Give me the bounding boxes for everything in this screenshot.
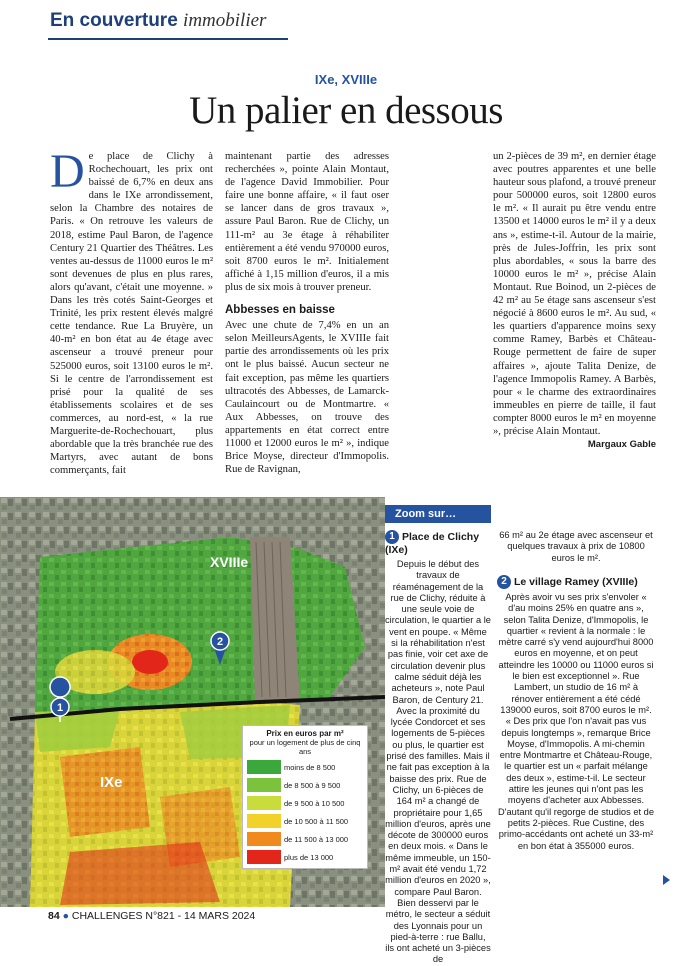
headline: Un palier en dessous <box>189 89 503 132</box>
map-label-ix: IXe <box>100 774 123 791</box>
zoom-item-1-head <box>385 530 491 556</box>
legend-swatch <box>247 760 281 774</box>
legend-label: plus de 13 000 <box>284 852 334 862</box>
section-title <box>50 10 266 32</box>
legend-row <box>247 759 363 775</box>
zoom-item-2-title: Le village Ramey (XVIIIe) <box>514 575 638 588</box>
article-column-3 <box>493 150 656 451</box>
legend-swatch <box>247 814 281 828</box>
article-text-1: e place de Clichy à Rochechouart, les prix ont baissé de 6,7% en deux ans dans le IXe arrondissement, selon la Chambre des notaires de Paris. « On retrouve les valeurs de 2018, estime Paul Baron, de l'agence Century 21 Quartier des Théâtres. Les ventes au-dessus de 11000 euros le m² sont devenues de plus en plus rares, alors qu'avant, c'était une moyenne. » Dans les très cotés Saint-Georges et Trinité, les prix restent élevés malgré cette tendance. Rue La Bruyère, un 40-m² en bon état au 4e étage avec ascenseur a trouvé preneur pour 525000 euros, soit 13100 euros le m². Si le centre de l'arrondissement est prisé pour la qualité de ses établissements scolaires et de ses commerces, au nord-est, « la rue Marguerite-de-Rochechouart, plus abordable que la très branchée rue des Martyrs, avec autant de bons commerçants, fait <box>50 151 213 477</box>
legend-row <box>247 813 363 829</box>
drop-cap: D <box>50 145 85 198</box>
legend-label: de 8 500 à 9 500 <box>284 780 341 790</box>
legend-swatch <box>247 832 281 846</box>
zoom-item-1-text: Depuis le début des travaux de réaménagement de la rue de Clichy, réduite à une seule voie de circulation, le quartier a le vent en poupe. « Même si la réhabilitation n'est pas finie, voir cet axe de circulation devenir plus calme séduit déjà les acheteurs », note Paul Baron, de Century 21. Avec la proximité du lycée Condorcet et ses logements de 5-pièces ou plus, le quartier est prisé des familles. Mais il ne fait pas exception à la baisse des prix. Rue de Clichy, un 6-pièces de 164 m² a changé de propriétaire pour 1,65 million d'euros, après une décote de 300000 euros en deux mois. « Dans le même immeuble, un 150-m² avait été vendu 1,72 million d'euros en 2020 », compare Paul Baron. Bien desservi par le métro, le secteur a séduit des Lyonnais pour un pied-à-terre : rue Ballu, ils ont acheté un 3-pièces de <box>385 559 491 965</box>
legend-row <box>247 831 363 847</box>
map-marker-2-label: 2 <box>216 636 224 648</box>
legend-row <box>247 849 363 865</box>
legend-subtitle: pour un logement de plus de cinq ans <box>249 738 361 756</box>
badge-2: 2 <box>497 575 511 589</box>
article-column-2 <box>225 150 389 476</box>
article-text-2b: Avec une chute de 7,4% en un an selon MeilleursAgents, le XVIIIe fait partie des arrondissements où les prix ont le plus baissé. Aucun secteur ne fait exception, pas même les quartiers ultracotés des Abbesses, de Lamarck-Caulaincourt ou de Montmartre. « Aux Abbesses, on trouve des appartements en état correct entre 11000 et 12000 euros le m² », indique Brice Moyse, directeur d'Immopolis. Rue de Ravignan, <box>225 320 389 476</box>
article-text-3: un 2-pièces de 39 m², en dernier étage avec poutres apparentes et une belle hauteur sous plafond, a trouvé preneur pour 500000 euros, soit 12800 euros le m². « Il aurait pu être vendu entre 13500 et 14000 euros le m² il y a deux ans », estime-t-il. Autour de la mairie, près de Jules-Joffrin, les prix sont plus abordables, « sous la barre des 10000 euros le m² », précise Alain Montaut. Rue Boinod, un 2-pièces de 42 m² au 5e étage sans ascenseur s'est négocié à 8600 euros le m². Au sud, « les quartiers d'apparence moins sexy comme Ramey, Barbès et Château-Rouge permettent de faire de super affaires », ajoute Talita Denize, de l'agence Immopolis Ramey. A Barbès, pour « le charme des extraordinaires immeubles en pierre de taille, il faut compter 8000 euros le m² en moyenne », précise Alain Montaut. <box>493 151 656 437</box>
map-marker-1-label: 1 <box>56 702 64 714</box>
legend-label: de 9 500 à 10 500 <box>284 798 345 808</box>
section-name: En couverture <box>50 10 178 31</box>
legend-title: Prix en euros par m² <box>266 729 344 738</box>
legend-swatch <box>247 796 281 810</box>
legend-row <box>247 777 363 793</box>
section-topic: immobilier <box>183 10 267 31</box>
legend-label: moins de 8 500 <box>284 762 336 772</box>
kicker: IXe, XVIIIe <box>314 72 378 87</box>
legend-row <box>247 795 363 811</box>
legend-swatch <box>247 850 281 864</box>
continue-arrow-icon <box>663 875 670 885</box>
section-rule <box>48 38 288 40</box>
zoom-header: Zoom sur… <box>385 505 491 523</box>
zoom-item-1 <box>385 530 491 966</box>
legend-swatch <box>247 778 281 792</box>
publication-line: CHALLENGES N°821 - 14 MARS 2024 <box>71 910 256 922</box>
zoom-item-2 <box>497 575 655 852</box>
page-number: 84 <box>48 910 60 922</box>
author-signature: Margaux Gable <box>587 439 656 451</box>
zoom-item-1-title: Place de Clichy (IXe) <box>385 530 480 556</box>
zoom-item-2-head <box>497 575 655 589</box>
badge-1: 1 <box>385 530 399 544</box>
legend-label: de 10 500 à 11 500 <box>284 816 349 826</box>
article-text-2a: maintenant partie des adresses recherchées », pointe Alain Montaut, de l'agence David Immobilier. Pour faire une bonne affaire, « il faut oser se lancer dans de gros travaux », assure Paul Baron. Rue de Clichy, un 111-m² au 3e étage à réhabiliter entièrement a été vendu 970000 euros, soit 8700 euros le m². Initialement affiché à 1,15 million d'euros, il a mis plus de six mois à trouver preneur. <box>225 151 389 293</box>
folio <box>48 910 255 922</box>
zoom-item-2-text: Après avoir vu ses prix s'envoler « d'au moins 25% en quatre ans », selon Talita Denize, d'Immopolis, le quartier « revient à la normale : le mètre carré s'y vend aujourd'hui 8000 euros en moyenne, et on peut atteindre les 10000 ou 11000 euros si le bien est exceptionnel ». Rue Lambert, un studio de 16 m² à rénover entièrement a été cédé 139000 euros, soit 8700 euros le m². « Des prix que l'on n'avait pas vus depuis longtemps », remarque Brice Moyse, d'Immopolis. A mi-chemin entre Montmartre et Château-Rouge, le quartier est un « parfait mélange des deux », estime-t-il. Le secteur attire les jeunes qui n'ont pas les moyens d'acheter aux Abbesses. D'autant qu'il regorge de studios et de petits 2-pièces. Rue Custine, des primo-accédants ont acheté un 33-m² en bon état à 355000 euros. <box>497 592 655 851</box>
map-legend <box>242 725 368 869</box>
article-column-1 <box>50 145 213 477</box>
legend-label: de 11 500 à 13 000 <box>284 834 349 844</box>
map-label-xviii: XVIIIe <box>210 554 249 570</box>
folio-dot-icon: ● <box>62 910 69 922</box>
zoom-item-1-continued: 66 m² au 2e étage avec ascenseur et quelques travaux à prix de 10800 euros le m². <box>499 530 653 563</box>
subheading: Abbesses en baisse <box>225 304 335 317</box>
